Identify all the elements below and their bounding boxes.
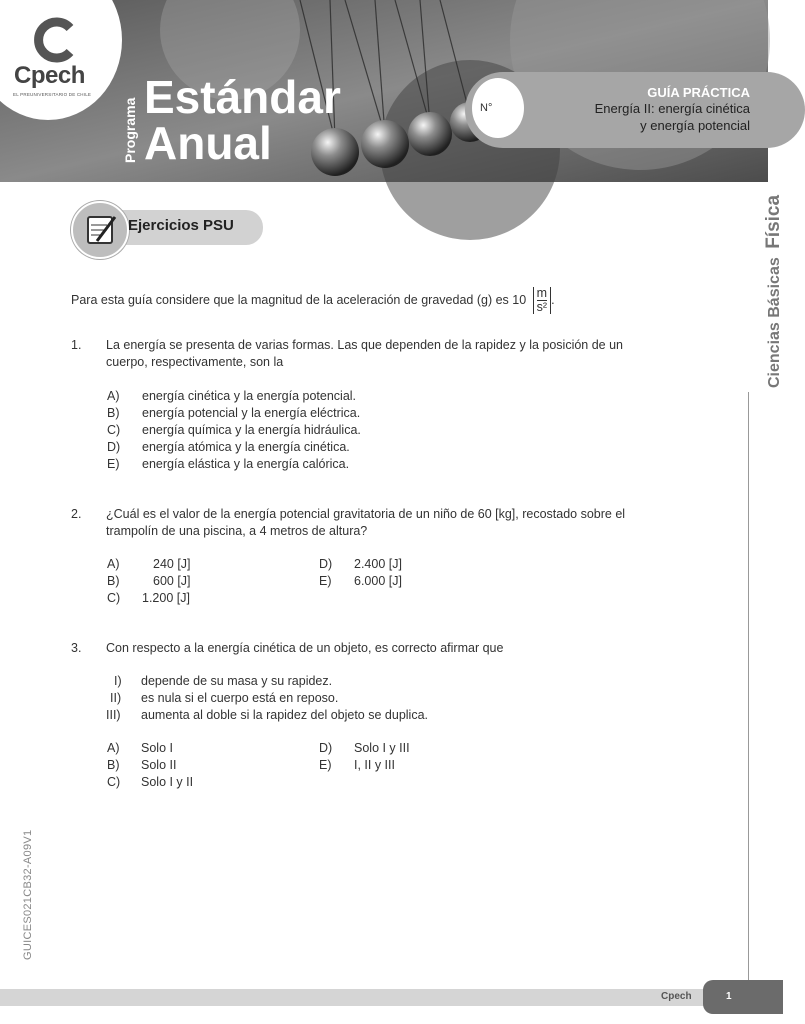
question-stem-line1: ¿Cuál es el valor de la energía potencial gravitatoria de un niño de 60 [kg], recostado sobre el: [106, 507, 626, 521]
program-label: Programa: [122, 97, 138, 163]
option-e[interactable]: energía elástica y la energía calórica.: [142, 457, 350, 471]
side-subject: Física: [763, 194, 784, 249]
guide-topic-line2: y energía potencial: [640, 117, 750, 133]
option-letter: D): [319, 741, 333, 755]
option-letter: B): [107, 758, 120, 772]
option-a[interactable]: energía cinética y la energía potencial.: [142, 389, 357, 403]
page-number: 1: [726, 991, 732, 1002]
guide-topic: [530, 101, 750, 135]
question-stem-line2: cuerpo, respectivamente, son la: [106, 355, 284, 369]
option-c[interactable]: 1.200 [J]: [142, 591, 190, 605]
side-subject-label: [763, 195, 785, 388]
option-letter: A): [107, 557, 120, 571]
guide-topic-line1: Energía II: energía cinética: [594, 101, 750, 116]
section-title: Ejercicios PSU: [128, 217, 234, 234]
program-title-line1: Estándar: [144, 71, 341, 123]
option-letter: B): [107, 574, 120, 588]
cpech-logo-mark: [30, 16, 80, 62]
guide-kind: GUÍA PRÁCTICA: [647, 85, 750, 100]
option-letter: C): [107, 423, 121, 437]
guide-number-label: N°: [480, 102, 493, 114]
intro-statement: [71, 287, 555, 314]
option-c[interactable]: energía química y la energía hidráulica.: [142, 423, 361, 437]
intro-end: .: [551, 292, 555, 307]
unit-denominator: s²: [536, 300, 548, 314]
question-stem-line1: La energía se presenta de varias formas. Las que dependen de la rapidez y la posición de un: [106, 338, 624, 352]
unit-fraction: [533, 287, 551, 314]
page-number-tab: [703, 980, 783, 1014]
document-code: GUICES021CB32-A09V1: [22, 829, 34, 960]
statement-iii: aumenta al doble si la rapidez del objeto se duplica.: [141, 708, 428, 722]
option-b[interactable]: 600 [J]: [153, 574, 191, 588]
option-b[interactable]: energía potencial y la energía eléctrica.: [142, 406, 361, 420]
option-letter: D): [319, 557, 333, 571]
side-divider: [748, 392, 749, 984]
option-letter: C): [107, 591, 121, 605]
option-e[interactable]: I, II y III: [354, 758, 395, 772]
notebook-pencil-icon: [71, 201, 129, 259]
option-letter: D): [107, 440, 121, 454]
question-number: 1.: [71, 338, 82, 352]
option-letter: E): [319, 758, 332, 772]
option-d[interactable]: Solo I y III: [354, 741, 410, 755]
option-a[interactable]: 240 [J]: [153, 557, 191, 571]
side-area: Ciencias Básicas: [766, 257, 783, 388]
logo-name: Cpech: [14, 62, 85, 89]
option-d[interactable]: 2.400 [J]: [354, 557, 402, 571]
option-letter: A): [107, 741, 120, 755]
option-letter: C): [107, 775, 121, 789]
footer-brand: Cpech: [661, 991, 692, 1002]
statement-numeral: II): [110, 691, 122, 705]
unit-numerator: m: [536, 286, 548, 300]
logo-tagline: EL PREUNIVERSITARIO DE CHILE: [13, 92, 92, 97]
option-letter: B): [107, 406, 120, 420]
option-b[interactable]: Solo II: [141, 758, 177, 772]
question-stem-line2: trampolín de una piscina, a 4 metros de altura?: [106, 524, 368, 538]
option-letter: E): [107, 457, 120, 471]
statement-numeral: I): [114, 674, 122, 688]
option-a[interactable]: Solo I: [141, 741, 173, 755]
option-e[interactable]: 6.000 [J]: [354, 574, 402, 588]
question-stem-line1: Con respecto a la energía cinética de un objeto, es correcto afirmar que: [106, 641, 504, 655]
question-number: 2.: [71, 507, 82, 521]
option-letter: A): [107, 389, 120, 403]
statement-numeral: III): [106, 708, 121, 722]
statement-i: depende de su masa y su rapidez.: [141, 674, 333, 688]
option-d[interactable]: energía atómica y la energía cinética.: [142, 440, 350, 454]
footer-bar: [0, 989, 768, 1006]
intro-text: Para esta guía considere que la magnitud de la aceleración de gravedad (g) es 10: [71, 292, 527, 307]
question-number: 3.: [71, 641, 82, 655]
program-title-line2: Anual: [144, 117, 272, 169]
option-letter: E): [319, 574, 332, 588]
option-c[interactable]: Solo I y II: [141, 775, 194, 789]
statement-ii: es nula si el cuerpo está en reposo.: [141, 691, 339, 705]
